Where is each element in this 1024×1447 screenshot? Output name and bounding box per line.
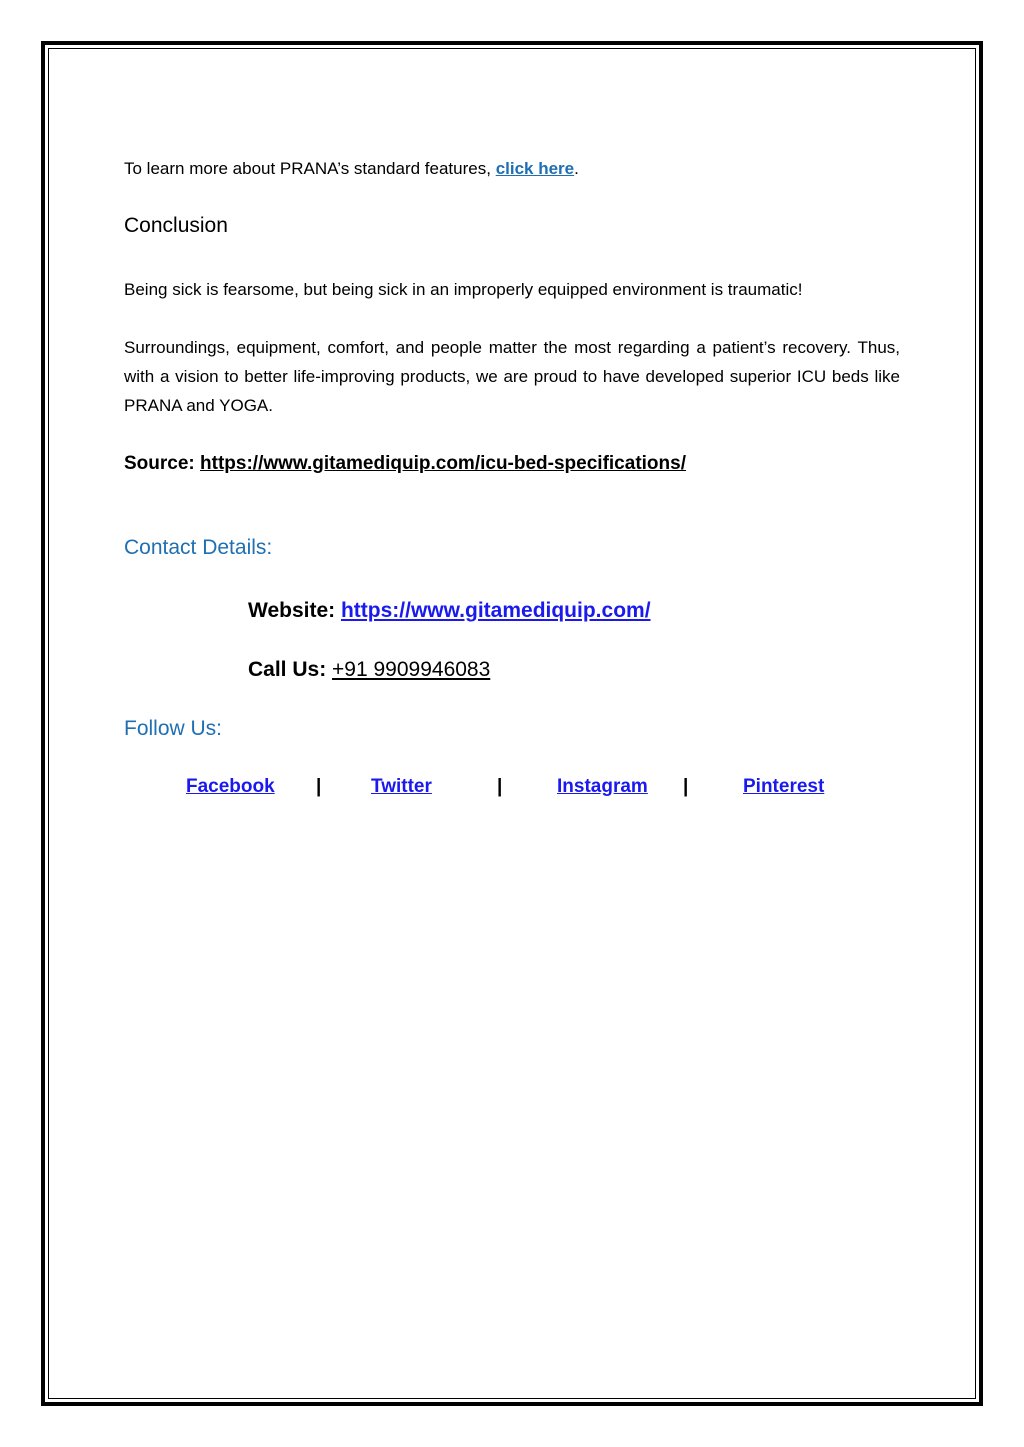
contact-heading: Contact Details:: [124, 536, 273, 559]
separator: |: [683, 776, 689, 797]
conclusion-text-1: Being sick is fearsome, but being sick in an improperly equipped environment is traumatic!: [124, 280, 803, 299]
separator: |: [497, 776, 503, 797]
website-label: Website:: [248, 599, 341, 622]
pinterest-link[interactable]: Pinterest: [743, 776, 825, 797]
source-link[interactable]: https://www.gitamediquip.com/icu-bed-specifications/: [200, 453, 686, 474]
phone-link[interactable]: +91 9909946083: [332, 658, 491, 681]
website-line: [248, 599, 651, 623]
website-link[interactable]: https://www.gitamediquip.com/: [340, 599, 651, 622]
conclusion-heading: Conclusion: [124, 214, 228, 237]
instagram-link[interactable]: Instagram: [557, 776, 648, 797]
facebook-link[interactable]: Facebook: [186, 776, 275, 797]
intro-text: To learn more about PRANA’s standard features,: [124, 159, 496, 178]
conclusion-para-2: [124, 333, 900, 420]
call-label: Call Us:: [248, 658, 333, 681]
intro-end: .: [574, 159, 579, 178]
conclusion-para-1: [124, 275, 900, 304]
conclusion-section: [124, 214, 900, 238]
source-label: Source:: [124, 453, 201, 474]
follow-section: [124, 717, 900, 741]
conclusion-text-2: Surroundings, equipment, comfort, and people matter the most regarding a patient’s recovery. Thus, with a vision to better life-improving products, we are proud to have developed superior ICU beds like PRANA and YOGA.: [124, 338, 900, 415]
twitter-link[interactable]: Twitter: [371, 776, 432, 797]
intro-paragraph: [124, 154, 900, 183]
call-line: [248, 658, 490, 682]
contact-section: [124, 536, 900, 560]
follow-heading: Follow Us:: [124, 717, 223, 740]
source-line: [124, 449, 900, 478]
separator: |: [316, 776, 322, 797]
click-here-link[interactable]: click here: [495, 159, 575, 178]
